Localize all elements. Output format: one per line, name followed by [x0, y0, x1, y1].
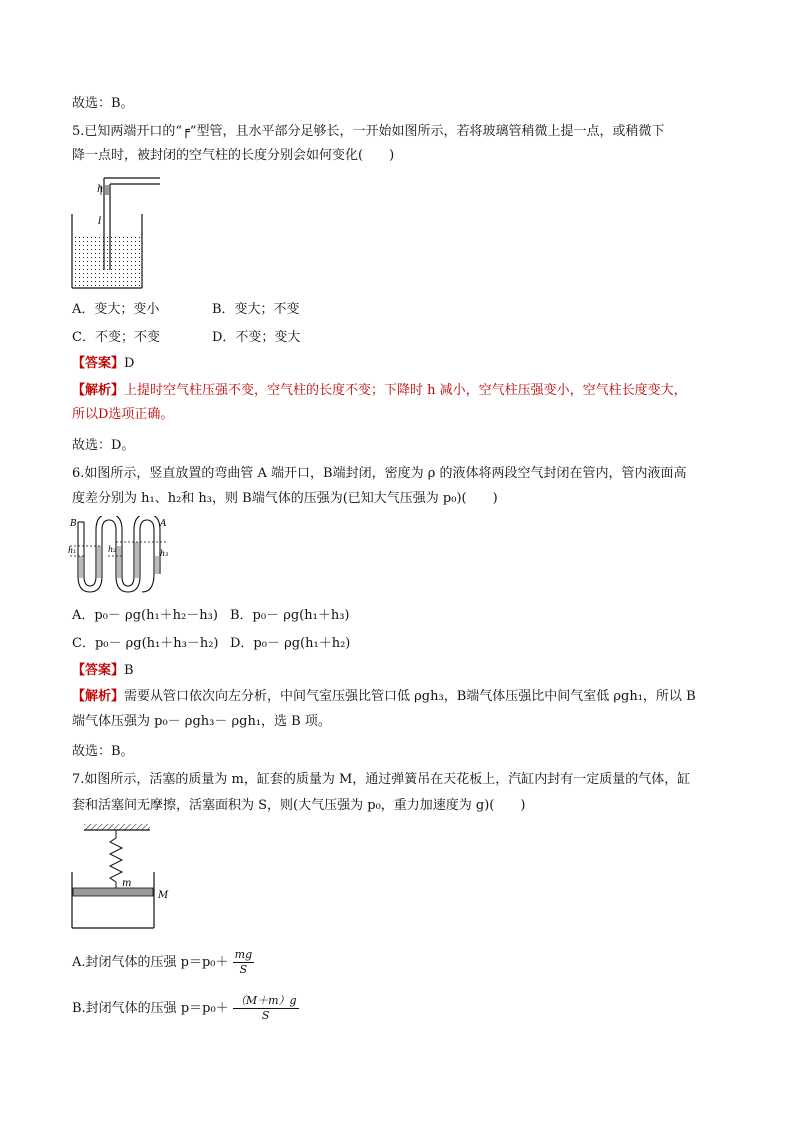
q7-option-a-denominator: S: [233, 962, 254, 977]
q5-figure: [70, 172, 162, 290]
q5-analysis-line1: [72, 381, 687, 401]
q5-label-l: l: [98, 216, 102, 227]
q6-analysis-tag: 【解析】: [72, 689, 125, 704]
q7-option-b-fraction: [233, 994, 299, 1023]
q6-analysis-line2: 端气体压强为 p₀－ ρgh₃－ ρgh₁，选 B 项。: [72, 714, 331, 729]
q6-analysis-text1: 需要从管口依次向左分析，中间气室压强比管口低 ρgh₃，B端气体压强比中间气室低 ρgh₁，所以 B: [124, 689, 696, 704]
q5-analysis-tag: 【解析】: [72, 383, 125, 398]
q6-label-b: B: [70, 519, 77, 529]
q6-figure: [68, 516, 168, 600]
q7-option-b: [72, 994, 299, 1023]
q6-answer: [72, 661, 134, 681]
q6-stem-line1: 6.如图所示，竖直放置的弯曲管 A 端开口，B端封闭，密度为 ρ 的液体将两段空气封闭在管内，管内液面高: [72, 466, 687, 481]
q6-analysis-line1: [72, 687, 696, 707]
q6-answer-value: B: [124, 663, 134, 678]
q7-option-b-numerator: （M＋m）g: [234, 994, 297, 1007]
q5-option-c: C．不变；不变: [72, 330, 160, 345]
q4-choose: 故选：B。: [72, 96, 134, 111]
q6-label-a: A: [160, 519, 167, 529]
q7-stem-line2: 套和活塞间无摩擦，活塞面积为 S，则(大气压强为 p₀，重力加速度为 g)( ): [72, 798, 526, 813]
q5-option-b: B．变大；不变: [212, 302, 300, 317]
q5-label-h: h: [97, 184, 104, 195]
q5-stem-line1: 5.已知两端开口的“╒”型管，且水平部分足够长，一开始如图所示，若将玻璃管稍微上提一点，或稍微下: [72, 124, 665, 139]
q7-option-a-fraction: [233, 948, 254, 977]
q7-option-b-prefix: B.封闭气体的压强 p＝p₀＋: [72, 1001, 229, 1016]
q5-analysis-text1: 上提时空气柱压强不变，空气柱的长度不变；下降时 h 减小，空气柱压强变小，空气柱长度变大，: [124, 383, 687, 398]
q7-stem-line1: 7.如图所示，活塞的质量为 m，缸套的质量为 M，通过弹簧吊在天花板上，汽缸内封有一定质量的气体，缸: [72, 772, 691, 787]
q6-choose: 故选：B。: [72, 744, 134, 759]
q5-answer: [72, 354, 134, 374]
q5-option-d: D．不变；变大: [212, 330, 301, 345]
q5-stem-line2: 降一点时，被封闭的空气柱的长度分别会如何变化( ): [72, 148, 395, 163]
q7-option-a: [72, 948, 254, 977]
q7-option-b-denominator: S: [233, 1008, 299, 1023]
q7-label-m: m: [122, 878, 132, 889]
q6-option-a: A．p₀－ ρg(h₁＋h₂－h₃): [72, 608, 218, 623]
q7-figure: [70, 822, 180, 934]
q6-label-h1: h₁: [68, 546, 77, 555]
q5-answer-value: D: [124, 356, 135, 371]
q5-answer-tag: 【答案】: [72, 356, 125, 371]
q6-stem-line2: 度差分别为 h₁、h₂和 h₃，则 B端气体的压强为(已知大气压强为 p₀)( ): [72, 491, 498, 506]
q5-option-a: A．变大；变小: [72, 302, 160, 317]
q6-label-h3: h₃: [160, 549, 168, 558]
q7-label-M: M: [158, 890, 169, 901]
q6-option-d: D．p₀－ ρg(h₁＋h₂): [230, 636, 351, 651]
q5-choose: 故选：D。: [72, 438, 135, 453]
q5-analysis-line2: 所以D选项正确。: [72, 407, 174, 422]
q6-answer-tag: 【答案】: [72, 663, 125, 678]
q7-option-a-prefix: A.封闭气体的压强 p＝p₀＋: [72, 955, 229, 970]
q7-option-a-numerator: mg: [234, 948, 253, 961]
q6-label-h2: h₂: [108, 545, 117, 554]
q6-option-b: B．p₀－ ρg(h₁＋h₃): [230, 608, 350, 623]
q6-option-c: C．p₀－ ρg(h₁＋h₃－h₂): [72, 636, 219, 651]
